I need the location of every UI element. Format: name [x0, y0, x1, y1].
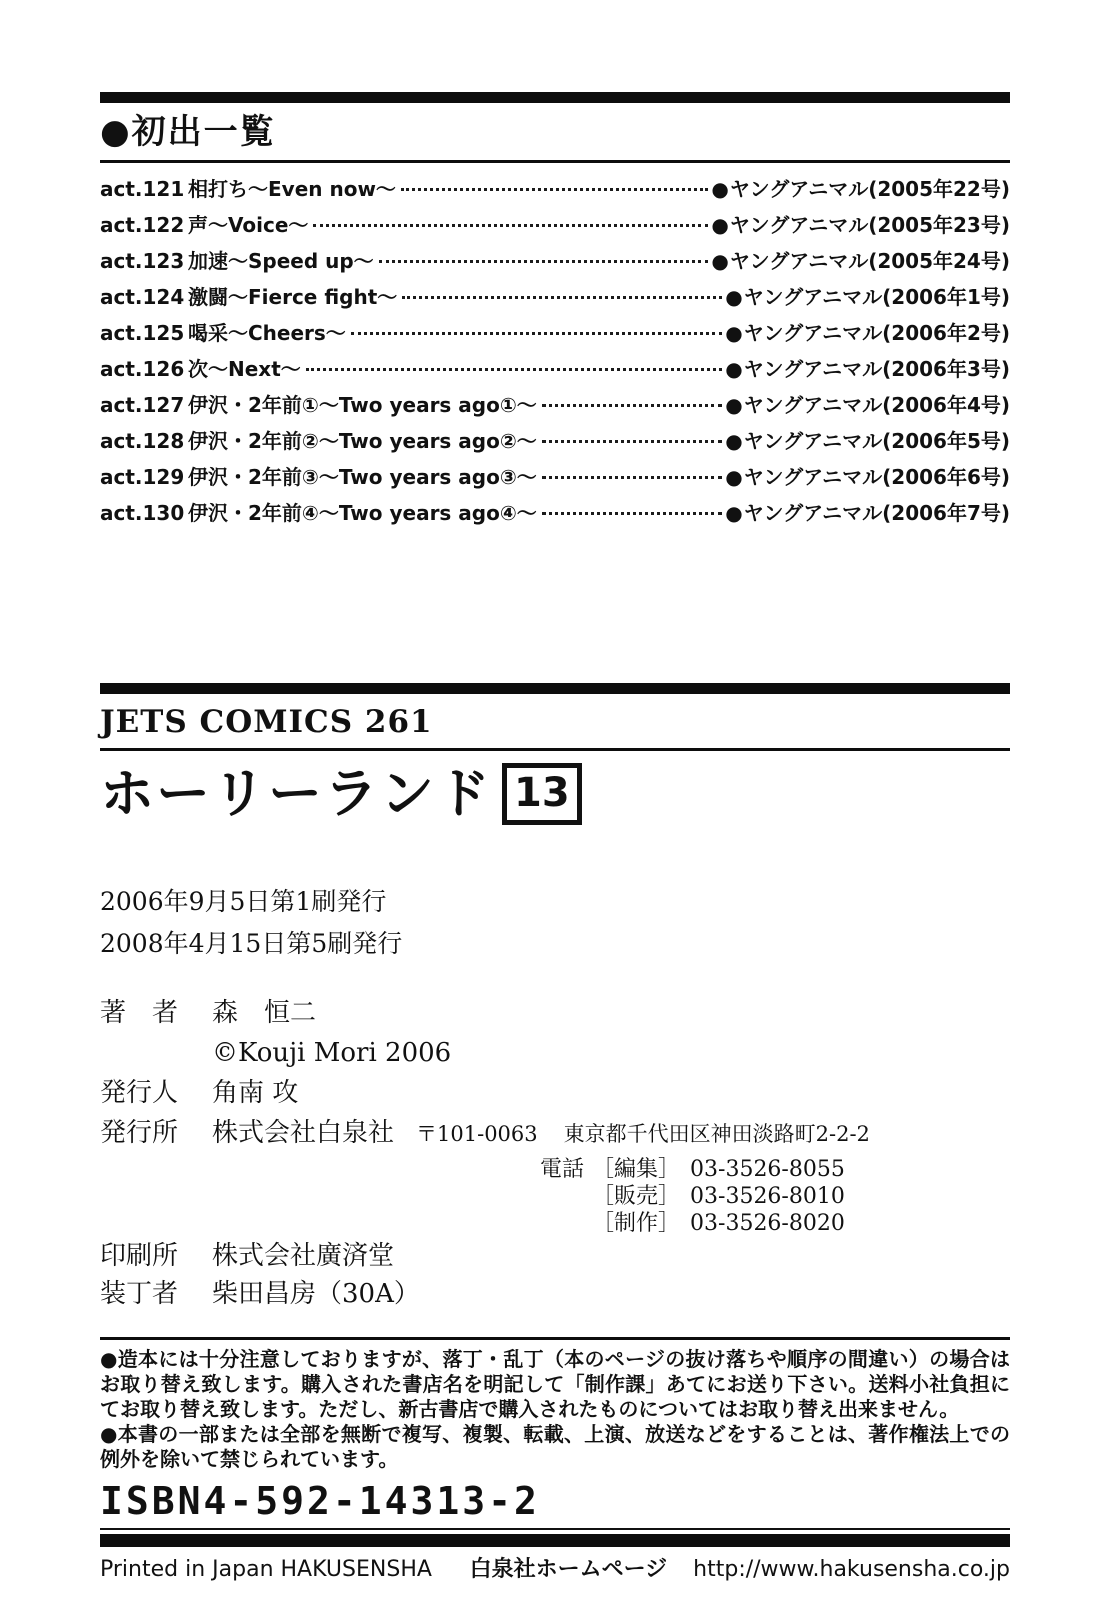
copyright-line: ©Kouji Mori 2006 — [212, 1038, 452, 1068]
heading-underline — [100, 160, 1010, 163]
act-number: act.130 — [100, 501, 185, 525]
fifth-printing-date: 2008年4月15日第5刷発行 — [100, 929, 403, 958]
bullet-icon: ● — [711, 249, 729, 273]
chapter-title: 加速～Speed up～ — [188, 249, 374, 273]
dot-leader — [313, 224, 708, 227]
act-number: act.128 — [100, 429, 185, 453]
bullet-icon: ● — [711, 213, 729, 237]
act-number: act.123 — [100, 249, 185, 273]
magazine-source-label: ヤングアニマル(2006年2号) — [743, 321, 1010, 345]
magazine-source — [725, 461, 1010, 490]
chapter-title: 伊沢・2年前①～Two years ago①～ — [188, 393, 537, 417]
magazine-source — [725, 425, 1010, 454]
designer-row — [100, 1275, 1010, 1313]
magazine-source-label: ヤングアニマル(2006年6号) — [743, 465, 1010, 489]
dot-leader — [402, 296, 722, 299]
dot-leader — [306, 368, 723, 371]
magazine-source-label: ヤングアニマル(2005年22号) — [729, 177, 1010, 201]
publication-row — [100, 389, 1010, 425]
publisher-person-name: 角南 攻 — [212, 1078, 299, 1108]
magazine-source — [725, 389, 1010, 418]
first-publication-heading-label: 初出一覧 — [131, 112, 276, 152]
act-number: act.129 — [100, 465, 185, 489]
top-divider-bar — [100, 92, 1010, 103]
bullet-icon: ● — [725, 429, 743, 453]
credits-block — [100, 993, 1010, 1313]
publication-row — [100, 353, 1010, 389]
imprint-divider-bar — [100, 683, 1010, 694]
publication-row — [100, 461, 1010, 497]
publication-row — [100, 281, 1010, 317]
footer — [100, 1557, 1010, 1583]
volume-number-box: 13 — [502, 763, 582, 825]
publisher-name: 株式会社白泉社 — [212, 1118, 395, 1148]
bullet-icon: ● — [725, 501, 743, 525]
bullet-icon: ● — [725, 285, 743, 309]
designer-name: 柴田昌房（30A） — [212, 1279, 420, 1309]
bullet-icon: ● — [100, 112, 132, 152]
magazine-source — [711, 173, 1010, 202]
publication-row — [100, 497, 1010, 533]
phone-dept-label: ［販売］ — [592, 1184, 681, 1209]
chapter-title: 伊沢・2年前③～Two years ago③～ — [188, 465, 537, 489]
magazine-source-label: ヤングアニマル(2006年1号) — [743, 285, 1010, 309]
publisher-person-role-label: 発行人 — [100, 1078, 179, 1108]
magazine-source-label: ヤングアニマル(2005年23号) — [729, 213, 1010, 237]
bullet-icon: ● — [725, 357, 743, 381]
phone-number: 03-3526-8020 — [690, 1211, 845, 1236]
chapter-title: 次～Next～ — [188, 357, 301, 381]
isbn-block — [100, 1478, 1010, 1530]
isbn-number: ISBN4-592-14313-2 — [100, 1479, 540, 1523]
publication-row — [100, 425, 1010, 461]
dot-leader — [542, 404, 722, 407]
magazine-source-label: ヤングアニマル(2005年24号) — [729, 249, 1010, 273]
act-number: act.121 — [100, 177, 185, 201]
publisher-person-row — [100, 1073, 1010, 1113]
phone-line-editorial — [540, 1156, 1010, 1183]
publisher-address: 東京都千代田区神田淡路町2-2-2 — [563, 1122, 870, 1146]
dot-leader — [401, 188, 708, 191]
homepage-url: http://www.hakusensha.co.jp — [693, 1557, 1010, 1582]
phone-numbers-block — [540, 1156, 1010, 1237]
first-publication-list — [100, 173, 1010, 533]
book-title — [100, 763, 1010, 825]
chapter-title: 激闘～Fierce fight～ — [188, 285, 398, 309]
series-underline — [100, 748, 1010, 751]
phone-line-sales — [540, 1183, 1010, 1210]
magazine-source — [725, 281, 1010, 310]
first-publication-heading — [100, 110, 1010, 154]
legal-paragraph-copyright: ●本書の一部または全部を無断で複写、複製、転載、上演、放送などをすることは、著作権法上での例外を除いて禁じられています。 — [100, 1422, 1010, 1471]
bullet-icon: ● — [725, 321, 743, 345]
bullet-icon: ● — [711, 177, 729, 201]
author-name: 森 恒二 — [212, 998, 317, 1028]
phone-dept-label: ［編集］ — [592, 1157, 681, 1182]
magazine-source-label: ヤングアニマル(2006年5号) — [743, 429, 1010, 453]
publisher-row — [100, 1113, 1010, 1154]
author-row — [100, 993, 1010, 1033]
whitespace — [100, 533, 1010, 683]
dot-leader — [542, 512, 722, 515]
dot-leader — [542, 476, 722, 479]
publisher-homepage — [470, 1557, 1010, 1583]
phone-number: 03-3526-8055 — [690, 1157, 845, 1182]
chapter-title: 声～Voice～ — [188, 213, 309, 237]
act-number: act.127 — [100, 393, 185, 417]
chapter-title: 伊沢・2年前②～Two years ago②～ — [188, 429, 537, 453]
act-number: act.124 — [100, 285, 185, 309]
magazine-source — [711, 245, 1010, 274]
phone-line-production — [540, 1210, 1010, 1237]
printing-dates — [100, 881, 1010, 965]
book-title-text: ホーリーランド — [100, 762, 492, 825]
publication-row — [100, 209, 1010, 245]
publisher-role-label: 発行所 — [100, 1118, 179, 1148]
printer-name: 株式会社廣済堂 — [212, 1241, 395, 1271]
publication-row — [100, 245, 1010, 281]
act-number: act.126 — [100, 357, 185, 381]
printer-role-label: 印刷所 — [100, 1241, 179, 1271]
chapter-title: 喝采～Cheers～ — [188, 321, 346, 345]
dot-leader — [379, 260, 709, 263]
bullet-icon: ● — [725, 465, 743, 489]
first-printing-date: 2006年9月5日第1刷発行 — [100, 887, 387, 916]
bottom-divider-bar — [100, 1534, 1010, 1547]
designer-role-label: 装丁者 — [100, 1279, 179, 1309]
printer-row — [100, 1237, 1010, 1275]
phone-dept-label: ［制作］ — [592, 1211, 681, 1236]
phone-number: 03-3526-8010 — [690, 1184, 845, 1209]
printed-in-japan-label: Printed in Japan HAKUSENSHA — [100, 1557, 432, 1582]
homepage-label: 白泉社ホームページ — [469, 1557, 668, 1582]
author-role-label: 著 者 — [100, 998, 179, 1028]
magazine-source — [725, 497, 1010, 526]
series-label: JETS COMICS 261 — [100, 704, 433, 740]
phone-prefix-spacer — [540, 1183, 592, 1210]
magazine-source — [725, 317, 1010, 346]
phone-prefix-spacer — [540, 1210, 592, 1237]
legal-paragraph-returns: ●造本には十分注意しておりますが、落丁・乱丁（本のページの抜け落ちや順序の間違い）の場合はお取り替え致します。購入された書店名を明記して「制作課」あてにお送り下さい。送料小社負担にてお取り替え致します。ただし、新古書店で購入されたものについてはお取り替え出来ません。 — [100, 1347, 1010, 1421]
dot-leader — [351, 332, 722, 335]
dot-leader — [542, 440, 722, 443]
chapter-title: 伊沢・2年前④～Two years ago④～ — [188, 501, 537, 525]
act-number: act.122 — [100, 213, 185, 237]
magazine-source-label: ヤングアニマル(2006年3号) — [743, 357, 1010, 381]
magazine-source — [711, 209, 1010, 238]
publication-row — [100, 173, 1010, 209]
magazine-source-label: ヤングアニマル(2006年4号) — [743, 393, 1010, 417]
publication-row — [100, 317, 1010, 353]
publisher-postal-code: 〒101-0063 — [416, 1122, 538, 1146]
bullet-icon: ● — [725, 393, 743, 417]
phone-prefix-label: 電話 — [540, 1157, 585, 1182]
magazine-source — [725, 353, 1010, 382]
act-number: act.125 — [100, 321, 185, 345]
chapter-title: 相打ち～Even now～ — [188, 177, 396, 201]
legal-notice — [100, 1340, 1010, 1476]
magazine-source-label: ヤングアニマル(2006年7号) — [743, 501, 1010, 525]
